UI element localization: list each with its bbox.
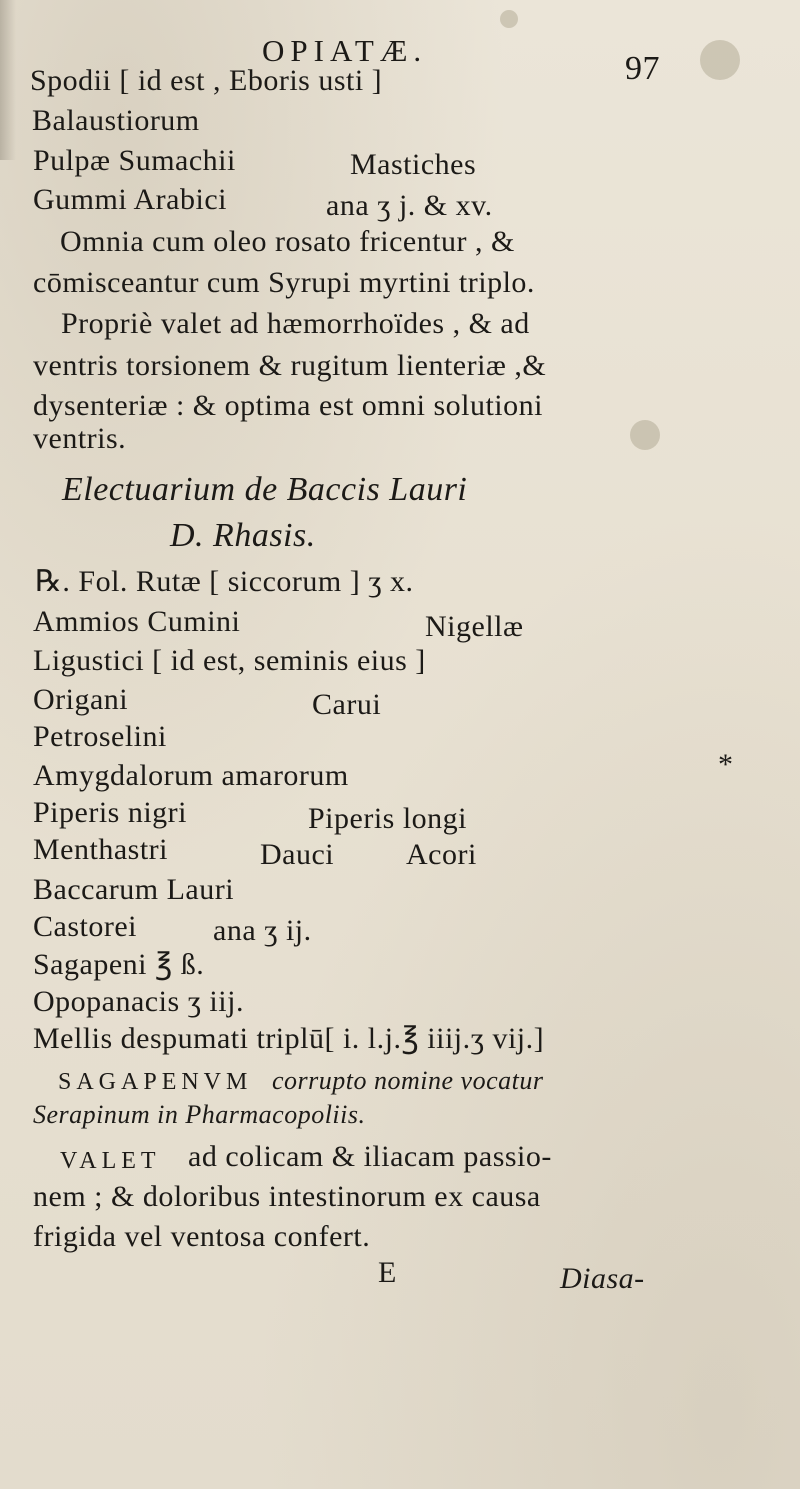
text-line: Opopanacis ʒ iij. <box>33 985 244 1018</box>
text-line: Ammios Cumini <box>33 605 241 638</box>
text-line: Ligustici [ id est, seminis eius ] <box>33 644 426 677</box>
signature-mark: E <box>378 1256 397 1289</box>
foxing-spot <box>700 40 740 80</box>
text-line: Pulpæ Sumachii <box>33 144 236 177</box>
catchword: Diasa- <box>560 1262 645 1295</box>
text-line: Propriè valet ad hæmorrhoïdes , & ad <box>61 307 530 340</box>
text-line: Mastiches <box>350 148 477 181</box>
text-line: Spodii [ id est , Eboris usti ] <box>30 64 383 97</box>
text-line: Sagapeni ℥ ß. <box>33 948 205 981</box>
text-line: Balaustiorum <box>32 104 200 137</box>
section-heading: Electuarium de Baccis Lauri <box>62 471 468 508</box>
text-line: ℞. Fol. Rutæ [ siccorum ] ʒ x. <box>35 565 414 598</box>
text-line: ana ʒ j. & xv. <box>326 189 493 222</box>
text-line: Acori <box>406 838 477 871</box>
text-line: ana ʒ ij. <box>213 914 312 947</box>
text-line: ad colicam & iliacam passio- <box>188 1140 552 1173</box>
foxing-spot <box>630 420 660 450</box>
text-line: Amygdalorum amarorum <box>33 759 349 792</box>
text-line: Castorei <box>33 910 137 943</box>
text-line: Origani <box>33 683 129 716</box>
text-line: ventris. <box>33 422 127 455</box>
page-number: 97 <box>625 50 660 87</box>
text-line: Carui <box>312 688 382 721</box>
text-line: VALET <box>60 1148 161 1174</box>
text-line: nem ; & doloribus intestinorum ex causa <box>33 1180 541 1213</box>
text-line: corrupto nomine vocatur <box>272 1066 544 1095</box>
section-subheading: D. Rhasis. <box>170 517 316 554</box>
page-gutter-shadow <box>0 0 16 160</box>
running-title: OPIATÆ. <box>262 33 428 68</box>
text-line: Piperis longi <box>308 802 468 835</box>
text-line: Petroselini <box>33 720 167 753</box>
text-line: dysenteriæ : & optima est omni solutioni <box>33 389 543 422</box>
text-line: Mellis despumati triplū[ i. l.j.℥ iiij.ʒ vij.] <box>33 1022 545 1055</box>
text-line: Piperis nigri <box>33 796 187 829</box>
text-line: Serapinum in Pharmacopoliis. <box>33 1100 366 1129</box>
text-line: Dauci <box>260 838 335 871</box>
foxing-spot <box>500 10 518 28</box>
text-line: Gummi Arabici <box>33 183 227 216</box>
text-line: Menthastri <box>33 833 168 866</box>
margin-mark: * <box>718 748 734 781</box>
text-line: SAGAPENVM <box>58 1069 253 1095</box>
text-line: Omnia cum oleo rosato fricentur , & <box>60 225 515 258</box>
text-line: cōmisceantur cum Syrupi myrtini triplo. <box>33 266 535 299</box>
text-line: frigida vel ventosa confert. <box>33 1220 371 1253</box>
text-line: ventris torsionem & rugitum lienteriæ ,& <box>33 349 547 382</box>
text-line: Baccarum Lauri <box>33 873 235 906</box>
text-line: Nigellæ <box>425 610 524 643</box>
